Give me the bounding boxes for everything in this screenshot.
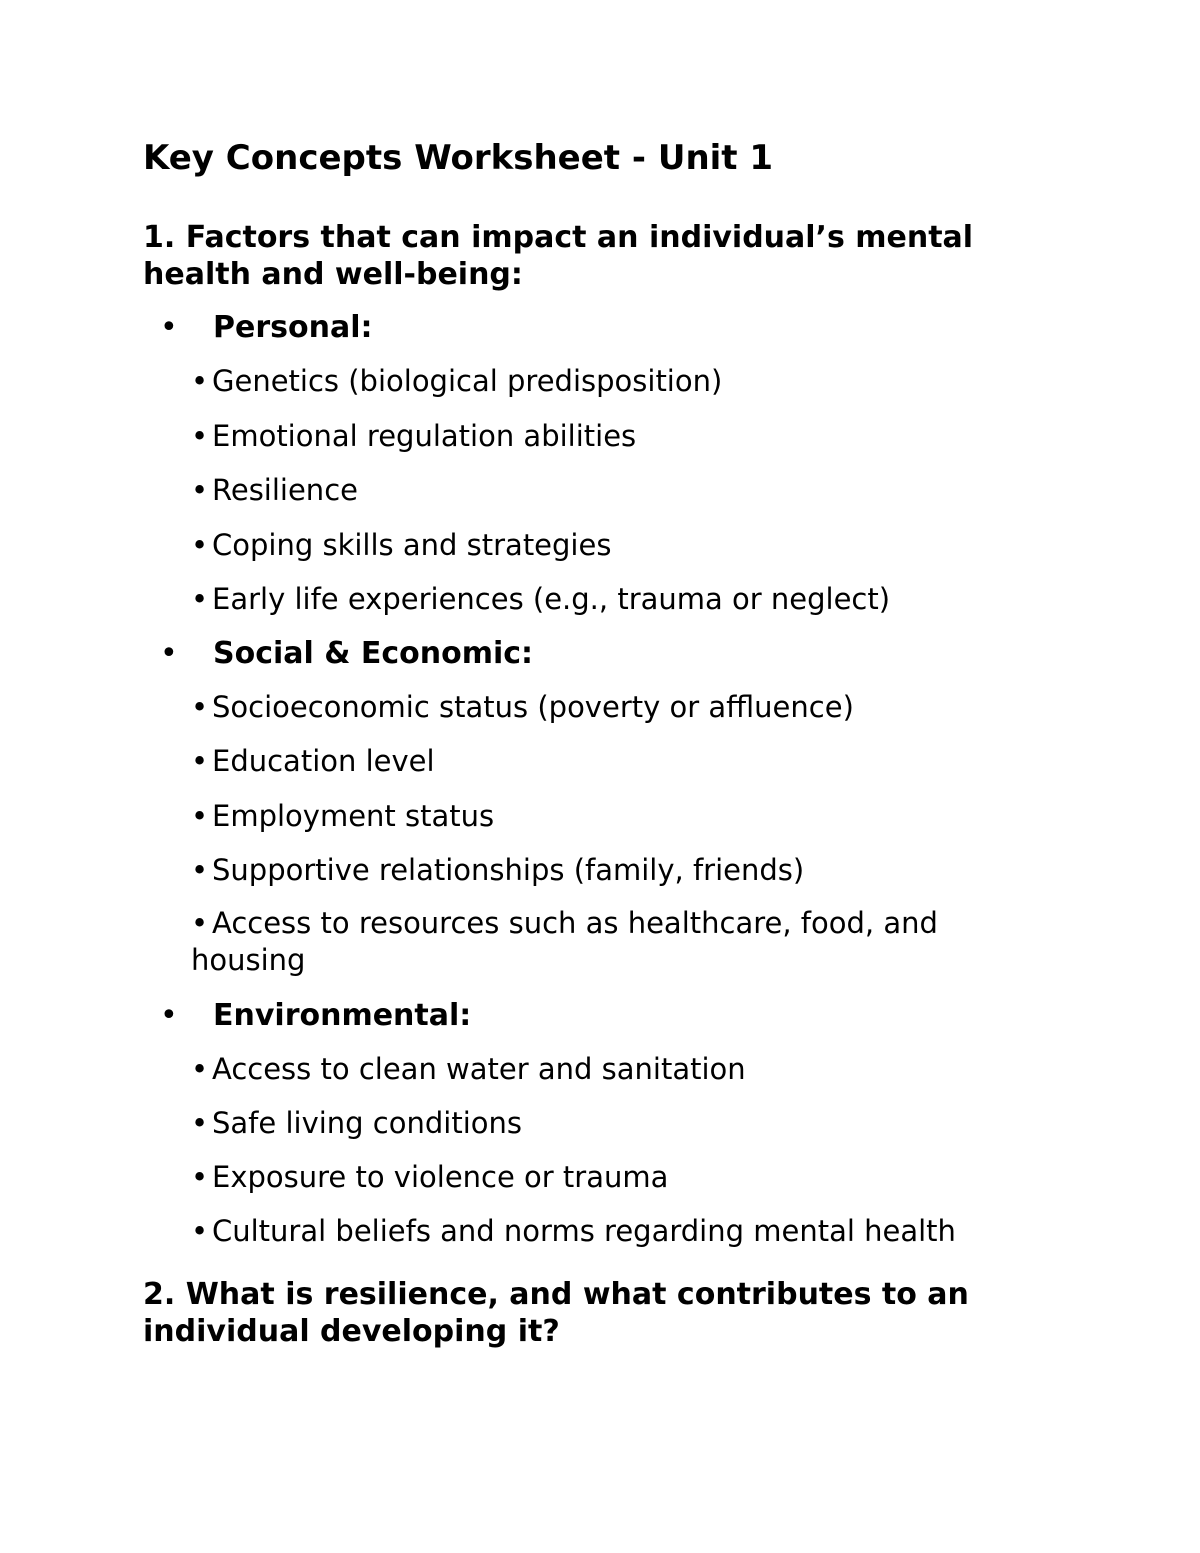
list-item-text: Access to clean water and sanitation <box>212 1052 746 1086</box>
list-item-text: Exposure to violence or trauma <box>212 1160 669 1194</box>
bullet-icon: • <box>160 636 178 671</box>
list-item-text: Early life experiences (e.g., trauma or neglect) <box>212 582 891 616</box>
question-1: 1. Factors that can impact an individual’s mental health and well-being: <box>143 220 974 292</box>
bullet-icon: • <box>160 998 178 1033</box>
list-item-text: Supportive relationships (family, friends) <box>212 853 805 887</box>
list-item <box>191 418 1031 455</box>
list-item <box>191 798 1031 835</box>
list-item <box>191 1159 1031 1196</box>
bullet-icon: • <box>191 744 209 778</box>
question-2: 2. What is resilience, and what contributes to an individual developing it? <box>143 1277 969 1349</box>
list-item-text: Access to resources such as healthcare, food, and housing <box>191 906 938 977</box>
list-item <box>191 1051 1031 1088</box>
bullet-icon: • <box>191 364 209 398</box>
category-label: Social & Economic: <box>213 636 534 671</box>
bullet-icon: • <box>191 1106 209 1140</box>
list-item-text: Coping skills and strategies <box>212 528 612 562</box>
list-item <box>191 905 1031 979</box>
bullet-icon: • <box>191 799 209 833</box>
bullet-icon: • <box>191 582 209 616</box>
bullet-icon: • <box>191 473 209 507</box>
bullet-icon: • <box>191 690 209 724</box>
list-item <box>191 1213 1031 1250</box>
list-item-text: Socioeconomic status (poverty or affluence) <box>212 690 854 724</box>
list-item <box>191 581 1031 618</box>
bullet-icon: • <box>160 310 178 345</box>
bullet-icon: • <box>191 1160 209 1194</box>
bullet-icon: • <box>191 528 209 562</box>
list-item <box>191 852 1031 889</box>
bullet-icon: • <box>191 1214 209 1248</box>
list-item <box>191 1105 1031 1142</box>
list-item-text: Education level <box>212 744 435 778</box>
bullet-icon: • <box>191 853 209 887</box>
list-item-text: Safe living conditions <box>212 1106 522 1140</box>
list-item-text: Emotional regulation abilities <box>212 419 637 453</box>
list-item <box>191 472 1031 509</box>
page-title: Key Concepts Worksheet - Unit 1 <box>143 138 774 178</box>
list-item <box>191 689 1031 726</box>
bullet-icon: • <box>191 906 209 940</box>
category-label: Personal: <box>213 310 373 345</box>
bullet-icon: • <box>191 1052 209 1086</box>
list-item <box>191 743 1031 780</box>
list-item-text: Cultural beliefs and norms regarding mental health <box>212 1214 956 1248</box>
bullet-icon: • <box>191 419 209 453</box>
list-item-text: Resilience <box>212 473 358 507</box>
list-item-text: Employment status <box>212 799 495 833</box>
list-item-text: Genetics (biological predisposition) <box>212 364 723 398</box>
category-label: Environmental: <box>213 998 472 1033</box>
list-item <box>191 527 1031 564</box>
list-item <box>191 363 1031 400</box>
